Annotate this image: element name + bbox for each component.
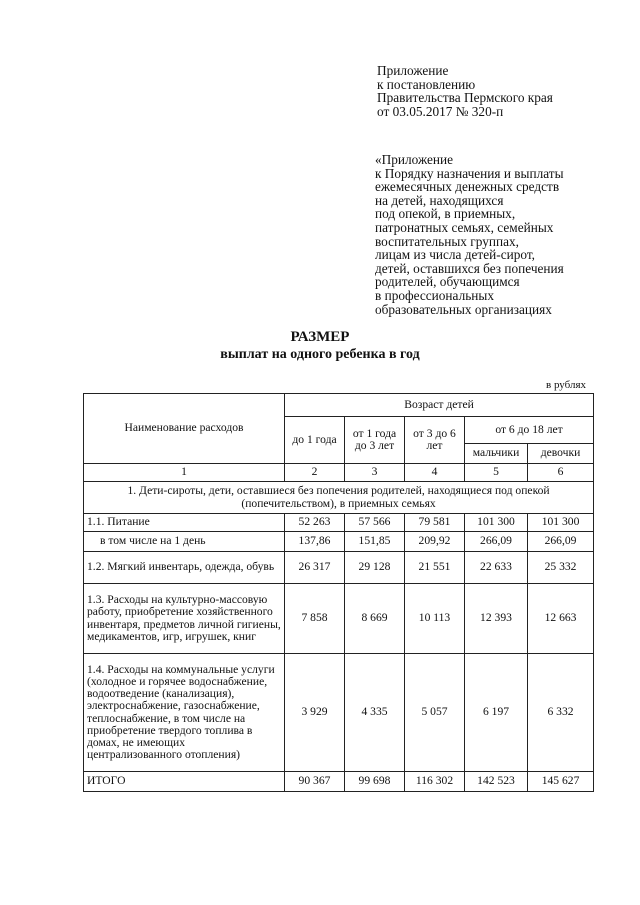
column-number: 3 <box>345 464 405 482</box>
order-appendix-line: детей, оставшихся без попечения <box>375 260 564 276</box>
cell-value: 151,85 <box>345 532 405 552</box>
table-row <box>84 552 594 584</box>
order-appendix-line: образовательных организациях <box>375 301 552 317</box>
units-label: в рублях <box>546 379 587 391</box>
cell-value: 29 128 <box>345 552 405 584</box>
table-row <box>84 514 594 532</box>
cell-value: 79 581 <box>405 514 465 532</box>
order-appendix-block <box>375 153 564 316</box>
cell-value: 3 929 <box>285 654 345 772</box>
table-row <box>84 584 594 654</box>
cell-value: 26 317 <box>285 552 345 584</box>
cell-value: 266,09 <box>528 532 594 552</box>
appendix-reference-block <box>377 64 553 118</box>
cell-value: 8 669 <box>345 584 405 654</box>
cell-value: 12 663 <box>528 584 594 654</box>
document-subtitle: выплат на одного ребенка в год <box>220 347 420 362</box>
cell-value: 116 302 <box>405 772 465 792</box>
header-name-column: Наименование расходов <box>84 394 285 464</box>
order-appendix-line: к Порядку назначения и выплаты <box>375 165 564 181</box>
order-appendix-line: ежемесячных денежных средств <box>375 179 560 195</box>
row-name: 1.4. Расходы на коммунальные услуги (холодное и горячее водоснабжение, водоотведение (канализация), электроснабжение, газоснабжение, теплоснабжение, в том числе на приобретение твердого топлива в домах, не имеющих централизованного отопления) <box>84 654 285 772</box>
column-number: 6 <box>528 464 594 482</box>
cell-value: 6 197 <box>465 654 528 772</box>
order-appendix-line: на детей, находящихся <box>375 192 504 208</box>
row-name: ИТОГО <box>84 772 285 792</box>
cell-value: 57 566 <box>345 514 405 532</box>
cell-value: 101 300 <box>465 514 528 532</box>
column-number: 2 <box>285 464 345 482</box>
appendix-line: Приложение <box>377 63 449 78</box>
section-row <box>84 482 594 514</box>
cell-value: 7 858 <box>285 584 345 654</box>
cell-value: 5 057 <box>405 654 465 772</box>
cell-value: 145 627 <box>528 772 594 792</box>
cell-value: 137,86 <box>285 532 345 552</box>
column-number: 1 <box>84 464 285 482</box>
row-name: 1.1. Питание <box>84 514 285 532</box>
cell-value: 4 335 <box>345 654 405 772</box>
appendix-line: Правительства Пермского края <box>377 90 553 106</box>
cell-value: 99 698 <box>345 772 405 792</box>
header-age-6-18: от 6 до 18 лет <box>465 417 594 444</box>
appendix-line: от 03.05.2017 № 320-п <box>377 103 504 119</box>
cell-value: 12 393 <box>465 584 528 654</box>
cell-value: 10 113 <box>405 584 465 654</box>
header-girls: девочки <box>528 444 594 464</box>
cell-value: 209,92 <box>405 532 465 552</box>
cell-value: 90 367 <box>285 772 345 792</box>
cell-value: 266,09 <box>465 532 528 552</box>
order-appendix-line: в профессиональных <box>375 287 494 303</box>
row-name: 1.3. Расходы на культурно-массовую работу, приобретение хозяйственного инвентаря, предметов личной гигиены, медикаментов, игр, игрушек, книг <box>84 584 285 654</box>
header-age-under-1: до 1 года <box>285 417 345 464</box>
order-appendix-line: воспитательных группах, <box>375 233 519 249</box>
order-appendix-line: «Приложение <box>375 152 454 167</box>
document-title: РАЗМЕР <box>290 329 350 345</box>
order-appendix-line: под опекой, в приемных, <box>375 206 516 222</box>
cell-value: 22 633 <box>465 552 528 584</box>
cell-value: 25 332 <box>528 552 594 584</box>
cell-value: 6 332 <box>528 654 594 772</box>
total-row <box>84 772 594 792</box>
order-appendix-line: лицам из числа детей-сирот, <box>375 247 535 263</box>
header-row <box>84 394 594 417</box>
header-age-1-3: от 1 года до 3 лет <box>345 417 405 464</box>
row-name: в том числе на 1 день <box>84 532 285 552</box>
payments-table <box>83 393 594 792</box>
cell-value: 101 300 <box>528 514 594 532</box>
column-number: 5 <box>465 464 528 482</box>
column-number-row <box>84 464 594 482</box>
table-row <box>84 532 594 552</box>
cell-value: 21 551 <box>405 552 465 584</box>
order-appendix-line: патронатных семьях, семейных <box>375 219 554 235</box>
header-boys: мальчики <box>465 444 528 464</box>
cell-value: 142 523 <box>465 772 528 792</box>
section-title: 1. Дети-сироты, дети, оставшиеся без попечения родителей, находящиеся под опекой (попечительством), в приемных семьях <box>84 482 594 514</box>
header-age-3-6: от 3 до 6 лет <box>405 417 465 464</box>
header-age-group: Возраст детей <box>285 394 594 417</box>
column-number: 4 <box>405 464 465 482</box>
table-row <box>84 654 594 772</box>
cell-value: 52 263 <box>285 514 345 532</box>
appendix-line: к постановлению <box>377 76 476 92</box>
order-appendix-line: родителей, обучающимся <box>375 274 520 290</box>
row-name: 1.2. Мягкий инвентарь, одежда, обувь <box>84 552 285 584</box>
